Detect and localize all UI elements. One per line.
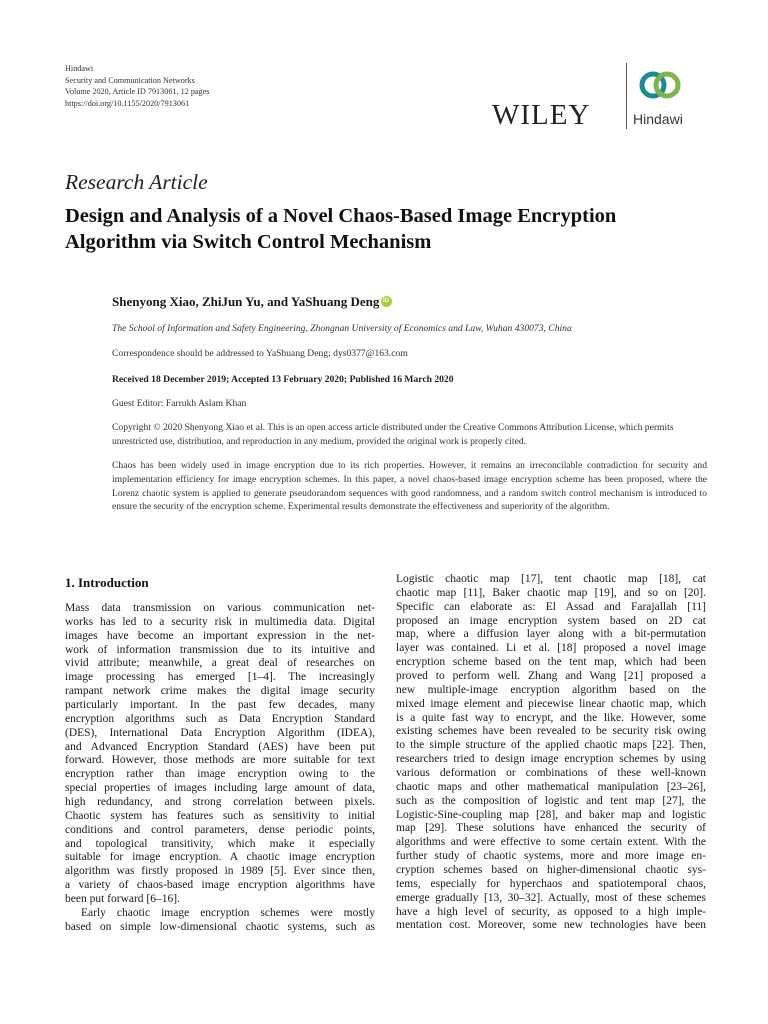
right-column (396, 573, 706, 933)
text-line: cryption schemes based on higher-dimensional chaotic sys- (396, 864, 706, 877)
text-line: Early chaotic image encryption schemes were mostly (81, 906, 375, 919)
text-line: (DES), International Data Encryption Algorithm (IDEA), (65, 726, 375, 739)
wiley-logo: WILEY (492, 99, 591, 131)
text-line: Logistic chaotic map [17], tent chaotic map [18], cat (396, 573, 706, 585)
text-line: rampant network crime makes the digital image security (65, 685, 375, 698)
text-line: emerge gradually [13, 30–32]. Actually, most of these schemes (396, 891, 706, 904)
text-line: tems, especially for hyperchaos and spatiotemporal chaos, (396, 877, 706, 890)
text-line: have a high level of security, as opposed to a high imple- (396, 905, 706, 918)
text-line: particularly important. In the past few decades, many (65, 699, 375, 712)
text-line: Chaotic system has features such as sensitivity to initial (65, 809, 375, 822)
text-line: to the simple structure of the applied chaotic maps [22]. Then, (396, 739, 706, 752)
text-line: such as the composition of logistic and tent map [27], the (396, 794, 706, 807)
guest-editor: Guest Editor: Farrukh Aslam Khan (112, 398, 247, 409)
text-line: a variety of chaos-based image encryption algorithms have (65, 879, 375, 892)
copyright-notice: Copyright © 2020 Shenyong Xiao et al. This is an open access article distributed under the Creative Commons Attribution License, which permits unrestricted use, distribution, and reproduction in any medium, provided the original work is properly cited. (112, 422, 674, 447)
orcid-icon[interactable] (381, 296, 392, 307)
text-line: encryption rather than image encryption owing to the (65, 768, 375, 781)
title-line: Algorithm via Switch Control Mechanism (65, 231, 432, 253)
hindawi-logo-icon (637, 62, 683, 108)
text-line: mixed image element and piecewise linear chaotic map, which (396, 697, 706, 710)
text-line: vivid attribute; meanwhile, a great deal of researches on (65, 657, 375, 670)
text-line: chaotic maps and other mathematical manipulation [23–26], (396, 780, 706, 793)
logo-divider (626, 63, 627, 129)
text-line: is a quite fast way to encrypt, and the like. However, some (396, 711, 706, 724)
correspondence: Correspondence should be addressed to YaShuang Deng; dys0377@163.com (112, 348, 408, 359)
text-line: chaotic map [11], Baker chaotic map [19], and so on [20]. (396, 586, 706, 599)
text-line: suitable for image encryption. A chaotic image encryption (65, 851, 375, 864)
text-line: encryption algorithms such as Data Encryption Standard (65, 712, 375, 725)
text-line: Specific can elaborate as: El Assad and Farajallah [11] (396, 600, 706, 613)
text-line: algorithms and were effective to some certain extent. With the (396, 836, 706, 849)
text-line: further study of chaotic systems, more and more image en- (396, 850, 706, 863)
text-line: mentation cost. Moreover, some new technologies have been (396, 919, 706, 932)
publisher-name: Hindawi (65, 64, 94, 73)
text-line: special properties of images including large amount of data, (65, 782, 375, 795)
text-line: forward. However, those methods are more suitable for text (65, 754, 375, 767)
hindawi-logo-text: Hindawi (633, 111, 683, 127)
text-line: existing schemes have been revealed to be security risk owing (396, 725, 706, 738)
text-line: map [29]. These solutions have enhanced the security of (396, 822, 706, 835)
journal-name: Security and Communication Networks (65, 75, 195, 85)
text-line: images have become an important expression in the net- (65, 629, 375, 642)
text-line: Mass data transmission on various communication net- (65, 602, 375, 614)
text-line: conditions and control parameters, dense periodic points, (65, 823, 375, 836)
journal-meta (65, 63, 209, 109)
text-line: map, where a diffusion layer along with a bit-permutation (396, 628, 706, 641)
text-line: researchers tried to design image encryption schemes by using (396, 753, 706, 766)
volume-line: Volume 2020, Article ID 7913061, 12 pages (65, 87, 210, 96)
text-line: proposed an image encryption system based on 2D cat (396, 614, 706, 627)
section-heading: 1. Introduction (65, 575, 149, 590)
text-line: work of information transmission due to its intuitive and (65, 643, 375, 656)
text-line: image processing has emerged [1–4]. The increasingly (65, 671, 375, 684)
abstract: Chaos has been widely used in image encryption due to its rich properties. However, it remains an irreconcilable contradiction for security and implementation efficiency for image encryption schemes. In this paper, a novel chaos-based image encryption scheme has been proposed, where the Lorenz chaotic system is applied to generate pseudorandom sequences with good randomness, and a random switch control mechanism is introduced to ensure the security of the encryption scheme. Experimental results demonstrate the effectiveness and superiority of the algorithm. (112, 460, 707, 513)
publication-dates: Received 18 December 2019; Accepted 13 February 2020; Published 16 March 2020 (112, 374, 454, 385)
text-line: based on simple low-dimensional chaotic systems, such as (65, 920, 375, 933)
article-type: Research Article (65, 170, 208, 194)
left-column (65, 602, 375, 935)
text-line: algorithm was firstly proposed in 1989 [5]. Ever since then, (65, 865, 375, 878)
title-line: Design and Analysis of a Novel Chaos-Based Image Encryption (65, 205, 617, 227)
doi-link[interactable]: https://doi.org/10.1155/2020/7913061 (65, 98, 190, 108)
affiliation: The School of Information and Safety Engineering, Zhongnan University of Economics and Law, Wuhan 430073, China (112, 323, 572, 334)
text-line: Logistic-Sine-coupling map [28], and baker map and logistic (396, 808, 706, 821)
text-line: high redundancy, and strong correlation between pixels. (65, 796, 375, 809)
text-line: encryption scheme based on the tent map, which had been (396, 656, 706, 669)
text-line: layer was contained. Li et al. [18] proposed a novel image (396, 642, 706, 655)
text-line: various deformation or combinations of these well-known (396, 767, 706, 780)
article-title (65, 203, 705, 255)
text-line: proved to perform well. Zhang and Wang [21] proposed a (396, 670, 706, 683)
text-line: and topological transitivity, which make it especially (65, 837, 375, 850)
text-line: and Advanced Encryption Standard (AES) have been put (65, 740, 375, 753)
authors-text: Shenyong Xiao, ZhiJun Yu, and YaShuang Deng (112, 294, 380, 309)
author-list (112, 294, 392, 310)
text-line: new multiple-image encryption algorithm based on the (396, 683, 706, 696)
text-line: been put forward [6–16]. (65, 893, 180, 906)
text-line: works has led to a security risk in multimedia data. Digital (65, 615, 375, 628)
